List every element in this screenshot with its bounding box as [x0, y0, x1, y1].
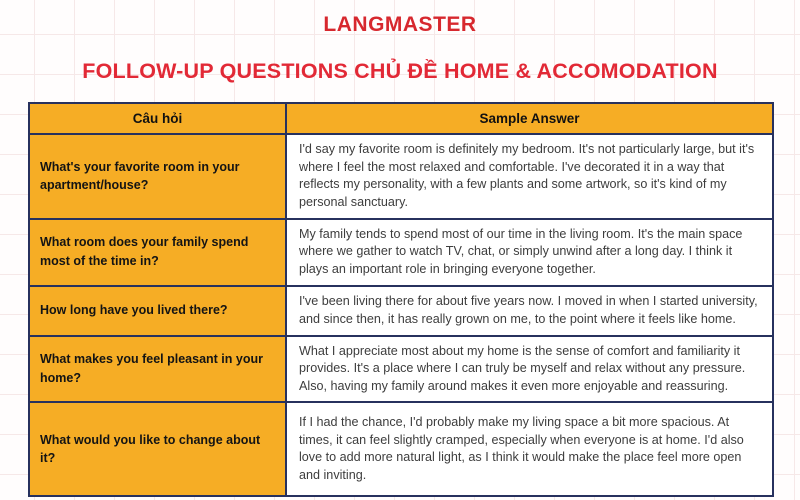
table-row	[29, 402, 773, 496]
answer-cell: I'd say my favorite room is definitely my bedroom. It's not particularly large, but it's where I feel the most relaxed and comfortable. I've decorated it in a way that reflects my personality, with a few plants and some artwork, so it's kind of my personal sanctuary.	[286, 134, 773, 219]
langmaster-logo: LANGMASTER	[323, 13, 477, 36]
table-row	[29, 134, 773, 219]
answer-column-header: Sample Answer	[286, 103, 773, 134]
question-cell: What would you like to change about it?	[29, 402, 286, 496]
question-cell: How long have you lived there?	[29, 286, 286, 336]
table-row	[29, 336, 773, 403]
answer-cell: My family tends to spend most of our time in the living room. It's the main space where we gather to watch TV, chat, or simply unwind after a long day. I think it plays an important role in bringing everyone together.	[286, 219, 773, 286]
table-header-row	[29, 103, 773, 134]
question-cell: What's your favorite room in your apartment/house?	[29, 134, 286, 219]
table-row	[29, 219, 773, 286]
answer-cell: I've been living there for about five years now. I moved in when I started university, and since then, it has really grown on me, to the point where it feels like home.	[286, 286, 773, 336]
question-cell: What room does your family spend most of the time in?	[29, 219, 286, 286]
qa-table	[28, 102, 774, 497]
page-title: FOLLOW-UP QUESTIONS CHỦ ĐỀ HOME & ACCOMODATION	[82, 59, 718, 83]
question-column-header: Câu hỏi	[29, 103, 286, 134]
question-cell: What makes you feel pleasant in your home?	[29, 336, 286, 403]
table-row	[29, 286, 773, 336]
answer-cell: What I appreciate most about my home is the sense of comfort and familiarity it provides. It's a place where I can truly be myself and relax without any pressure. Also, having my family around makes it even more enjoyable and reassuring.	[286, 336, 773, 403]
answer-cell: If I had the chance, I'd probably make my living space a bit more spacious. At times, it can feel slightly cramped, especially when everyone is at home. I'd also love to add more natural light, as I think it would make the place feel more open and inviting.	[286, 402, 773, 496]
